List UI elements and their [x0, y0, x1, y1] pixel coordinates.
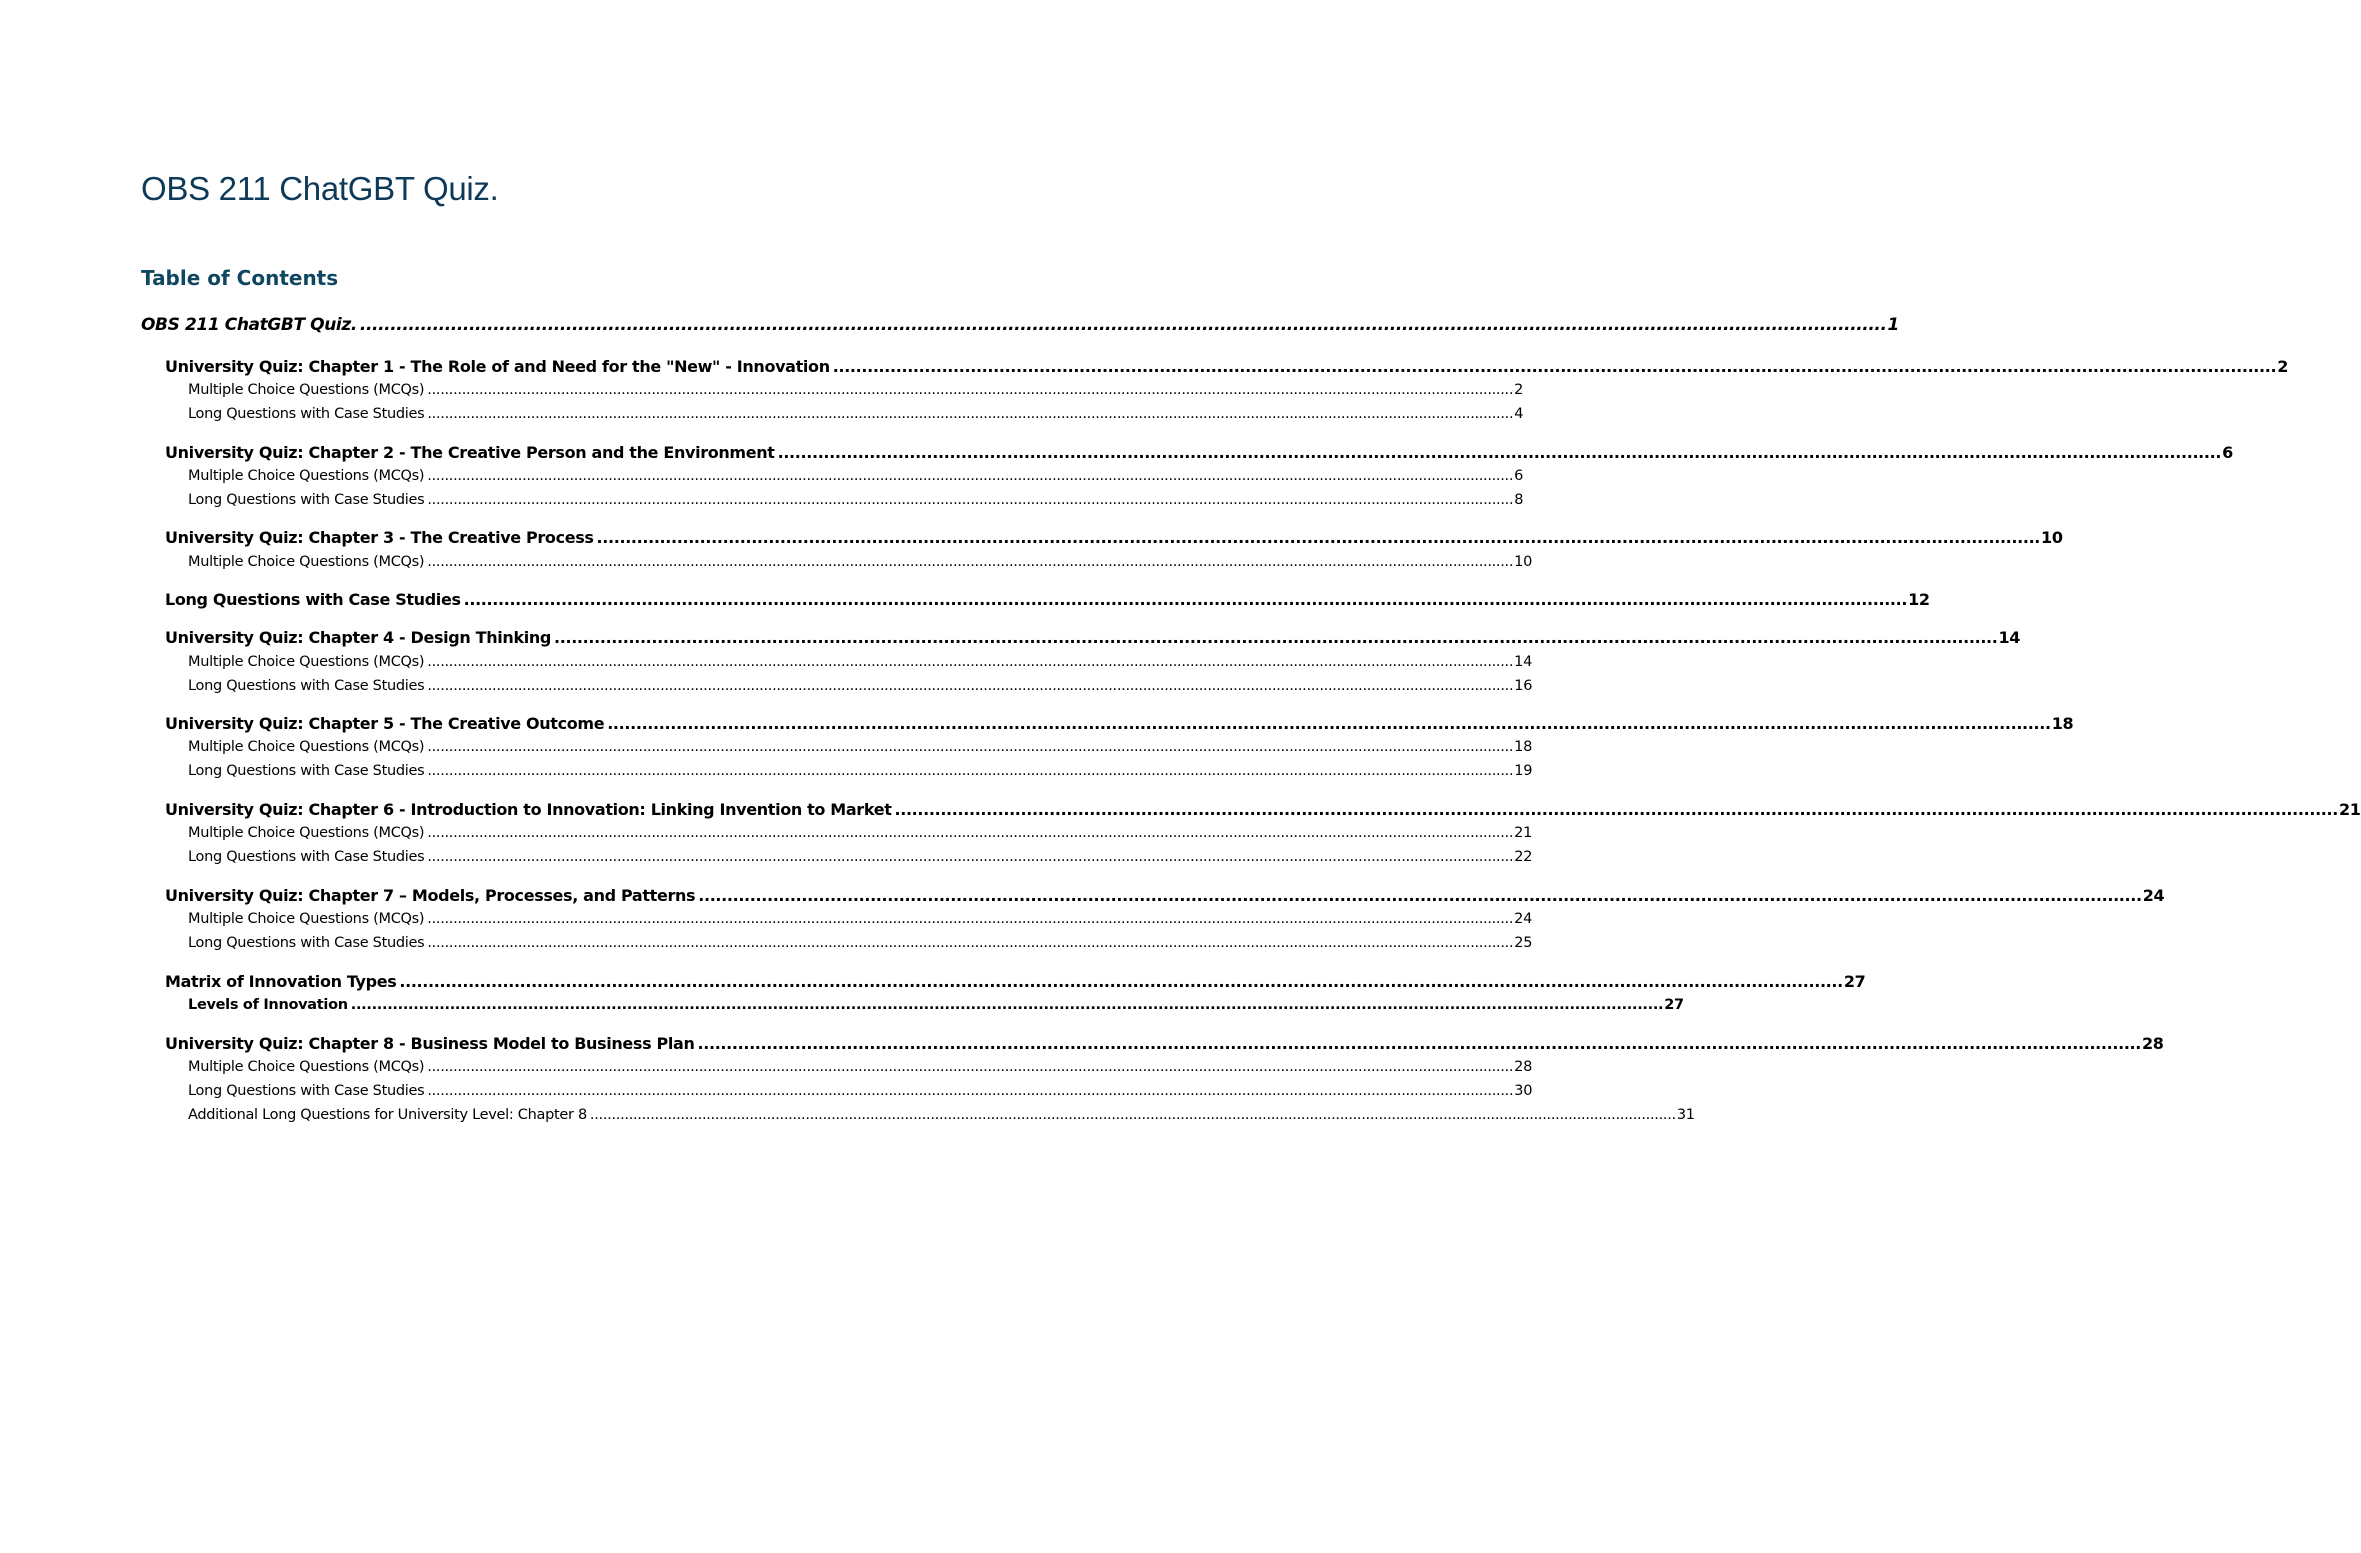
- toc-entry-text: University Quiz: Chapter 6 - Introduction to Innovation: Linking Invention to Market: [165, 800, 892, 819]
- toc-page-number: 25: [1514, 935, 1533, 951]
- toc-page-number: 19: [1514, 763, 1533, 779]
- toc-entry-text: Matrix of Innovation Types: [165, 972, 397, 991]
- toc-page-number: 6: [1514, 468, 1524, 484]
- toc-leader-dots: ............................................................................................................................................................................................................................................................: [427, 849, 1514, 865]
- toc-page-number: 12: [1908, 590, 1930, 609]
- toc-leader-dots: ............................................................................................................................................................................................................................................................: [427, 1059, 1514, 1075]
- toc-entry-text: University Quiz: Chapter 8 - Business Model to Business Plan: [165, 1034, 695, 1053]
- toc-entry-text: Multiple Choice Questions (MCQs): [188, 554, 425, 570]
- toc-entry-chapter-6[interactable]: [165, 800, 2361, 819]
- toc-leader-dots: ............................................................................................................................................................................................................................................................: [777, 443, 2222, 462]
- toc-entry-ch4-mcqs[interactable]: [188, 654, 1533, 670]
- toc-entry-text: University Quiz: Chapter 5 - The Creative Outcome: [165, 714, 605, 733]
- toc-entry-text: Multiple Choice Questions (MCQs): [188, 825, 425, 841]
- toc-page-number: 24: [1514, 911, 1533, 927]
- toc-leader-dots: ............................................................................................................................................................................................................................................................: [607, 714, 2051, 733]
- toc-page-number: 22: [1514, 849, 1533, 865]
- toc-entry-ch7-mcqs[interactable]: [188, 911, 1533, 927]
- toc-entry-chapter-8[interactable]: [165, 1034, 2164, 1053]
- toc-entry-ch6-long-questions[interactable]: [188, 849, 1533, 865]
- document-title: OBS 211 ChatGBT Quiz.: [141, 170, 499, 207]
- toc-entry-text: Long Questions with Case Studies: [188, 849, 425, 865]
- toc-leader-dots: ............................................................................................................................................................................................................................................................: [427, 739, 1514, 755]
- toc-leader-dots: ............................................................................................................................................................................................................................................................: [698, 886, 2142, 905]
- toc-page-number: 14: [1514, 654, 1533, 670]
- toc-entry-text: Multiple Choice Questions (MCQs): [188, 468, 425, 484]
- toc-page-number: 30: [1514, 1083, 1533, 1099]
- toc-leader-dots: ............................................................................................................................................................................................................................................................: [350, 997, 1664, 1013]
- toc-heading: Table of Contents: [141, 266, 339, 290]
- toc-leader-dots: ............................................................................................................................................................................................................................................................: [427, 825, 1514, 841]
- toc-entry-text: Multiple Choice Questions (MCQs): [188, 382, 425, 398]
- toc-entry-ch3-mcqs[interactable]: [188, 554, 1533, 570]
- toc-entry-text: Long Questions with Case Studies: [165, 590, 461, 609]
- toc-entry-text: Long Questions with Case Studies: [188, 935, 425, 951]
- toc-leader-dots: ............................................................................................................................................................................................................................................................: [894, 800, 2338, 819]
- toc-leader-dots: ............................................................................................................................................................................................................................................................: [463, 590, 1908, 609]
- toc-entry-ch7-long-questions[interactable]: [188, 935, 1533, 951]
- toc-entry-text: Additional Long Questions for University Level: Chapter 8: [188, 1107, 587, 1123]
- toc-entry-matrix-of-innovation-types[interactable]: [165, 972, 1866, 991]
- toc-leader-dots: ............................................................................................................................................................................................................................................................: [832, 357, 2277, 376]
- toc-entry-ch6-mcqs[interactable]: [188, 825, 1533, 841]
- toc-leader-dots: ............................................................................................................................................................................................................................................................: [427, 654, 1514, 670]
- toc-leader-dots: ............................................................................................................................................................................................................................................................: [399, 972, 1843, 991]
- toc-page-number: 10: [1514, 554, 1533, 570]
- toc-page-number: 2: [1514, 382, 1524, 398]
- toc-entry-chapter-7[interactable]: [165, 886, 2165, 905]
- toc-leader-dots: ............................................................................................................................................................................................................................................................: [697, 1034, 2142, 1053]
- toc-page-number: 1: [1887, 315, 1899, 335]
- toc-entry-ch2-mcqs[interactable]: [188, 468, 1524, 484]
- toc-entry-ch5-long-questions[interactable]: [188, 763, 1533, 779]
- toc-entry-chapter-3[interactable]: [165, 528, 2063, 547]
- toc-page-number: 16: [1514, 678, 1533, 694]
- toc-entry-ch1-long-questions[interactable]: [188, 406, 1524, 422]
- toc-entry-text: Long Questions with Case Studies: [188, 763, 425, 779]
- toc-page-number: 31: [1676, 1107, 1695, 1123]
- toc-entry-text: Long Questions with Case Studies: [188, 678, 425, 694]
- toc-leader-dots: ............................................................................................................................................................................................................................................................: [427, 554, 1514, 570]
- toc-page-number: 27: [1843, 972, 1866, 991]
- toc-page-number: 21: [2339, 800, 2361, 819]
- toc-entry-text: University Quiz: Chapter 1 - The Role of and Need for the "New" - Innovation: [165, 357, 830, 376]
- toc-entry-text: Multiple Choice Questions (MCQs): [188, 1059, 425, 1075]
- toc-entry-text: OBS 211 ChatGBT Quiz.: [141, 315, 357, 335]
- toc-entry-ch4-long-questions[interactable]: [188, 678, 1533, 694]
- toc-entry-chapter-4[interactable]: [165, 628, 2021, 647]
- toc-entry-text: Long Questions with Case Studies: [188, 1083, 425, 1099]
- toc-entry-ch2-long-questions[interactable]: [188, 492, 1524, 508]
- toc-page-number: 28: [1514, 1059, 1533, 1075]
- toc-leader-dots: ............................................................................................................................................................................................................................................................: [589, 1107, 1676, 1123]
- toc-entry-chapter-5[interactable]: [165, 714, 2074, 733]
- toc-entry-text: University Quiz: Chapter 3 - The Creative Process: [165, 528, 594, 547]
- toc-entry-ch8-mcqs[interactable]: [188, 1059, 1533, 1075]
- toc-page-number: 18: [1514, 739, 1533, 755]
- toc-page-number: 28: [2142, 1034, 2164, 1053]
- toc-leader-dots: ............................................................................................................................................................................................................................................................: [427, 1083, 1514, 1099]
- toc-entry-ch8-additional-long-questions[interactable]: [188, 1107, 1695, 1123]
- toc-page-number: 8: [1514, 492, 1524, 508]
- toc-leader-dots: ............................................................................................................................................................................................................................................................: [427, 678, 1514, 694]
- toc-leader-dots: ............................................................................................................................................................................................................................................................: [427, 468, 1514, 484]
- toc-entry-ch3-long-questions[interactable]: [165, 590, 1930, 609]
- toc-entry-text: Multiple Choice Questions (MCQs): [188, 654, 425, 670]
- toc-entry-ch8-long-questions[interactable]: [188, 1083, 1533, 1099]
- toc-entry-text: Multiple Choice Questions (MCQs): [188, 911, 425, 927]
- toc-entry-document-title[interactable]: [141, 315, 1899, 335]
- toc-entry-text: Long Questions with Case Studies: [188, 406, 425, 422]
- toc-entry-chapter-1[interactable]: [165, 357, 2289, 376]
- toc-page-number: 2: [2277, 357, 2289, 376]
- toc-leader-dots: ............................................................................................................................................................................................................................................................: [427, 406, 1514, 422]
- toc-entry-text: University Quiz: Chapter 2 - The Creative Person and the Environment: [165, 443, 775, 462]
- toc-page-number: 4: [1514, 406, 1524, 422]
- toc-leader-dots: ............................................................................................................................................................................................................................................................: [554, 628, 1998, 647]
- toc-entry-ch5-mcqs[interactable]: [188, 739, 1533, 755]
- toc-entry-ch1-mcqs[interactable]: [188, 382, 1524, 398]
- toc-leader-dots: ............................................................................................................................................................................................................................................................: [359, 315, 1887, 335]
- toc-entry-text: Levels of Innovation: [188, 997, 348, 1013]
- toc-page-number: 18: [2051, 714, 2074, 733]
- toc-entry-text: Multiple Choice Questions (MCQs): [188, 739, 425, 755]
- toc-leader-dots: ............................................................................................................................................................................................................................................................: [427, 492, 1514, 508]
- toc-page-number: 24: [2142, 886, 2165, 905]
- toc-leader-dots: ............................................................................................................................................................................................................................................................: [596, 528, 2041, 547]
- toc-entry-text: University Quiz: Chapter 7 – Models, Processes, and Patterns: [165, 886, 696, 905]
- toc-page-number: 21: [1514, 825, 1533, 841]
- toc-entry-levels-of-innovation[interactable]: [188, 997, 1684, 1013]
- toc-leader-dots: ............................................................................................................................................................................................................................................................: [427, 911, 1514, 927]
- toc-page-number: 10: [2041, 528, 2063, 547]
- toc-page-number: 27: [1664, 997, 1684, 1013]
- toc-leader-dots: ............................................................................................................................................................................................................................................................: [427, 763, 1514, 779]
- toc-page-number: 14: [1998, 628, 2021, 647]
- toc-leader-dots: ............................................................................................................................................................................................................................................................: [427, 382, 1514, 398]
- toc-entry-text: Long Questions with Case Studies: [188, 492, 425, 508]
- toc-entry-text: University Quiz: Chapter 4 - Design Thinking: [165, 628, 552, 647]
- toc-page-number: 6: [2222, 443, 2233, 462]
- toc-entry-chapter-2[interactable]: [165, 443, 2233, 462]
- toc-leader-dots: ............................................................................................................................................................................................................................................................: [427, 935, 1514, 951]
